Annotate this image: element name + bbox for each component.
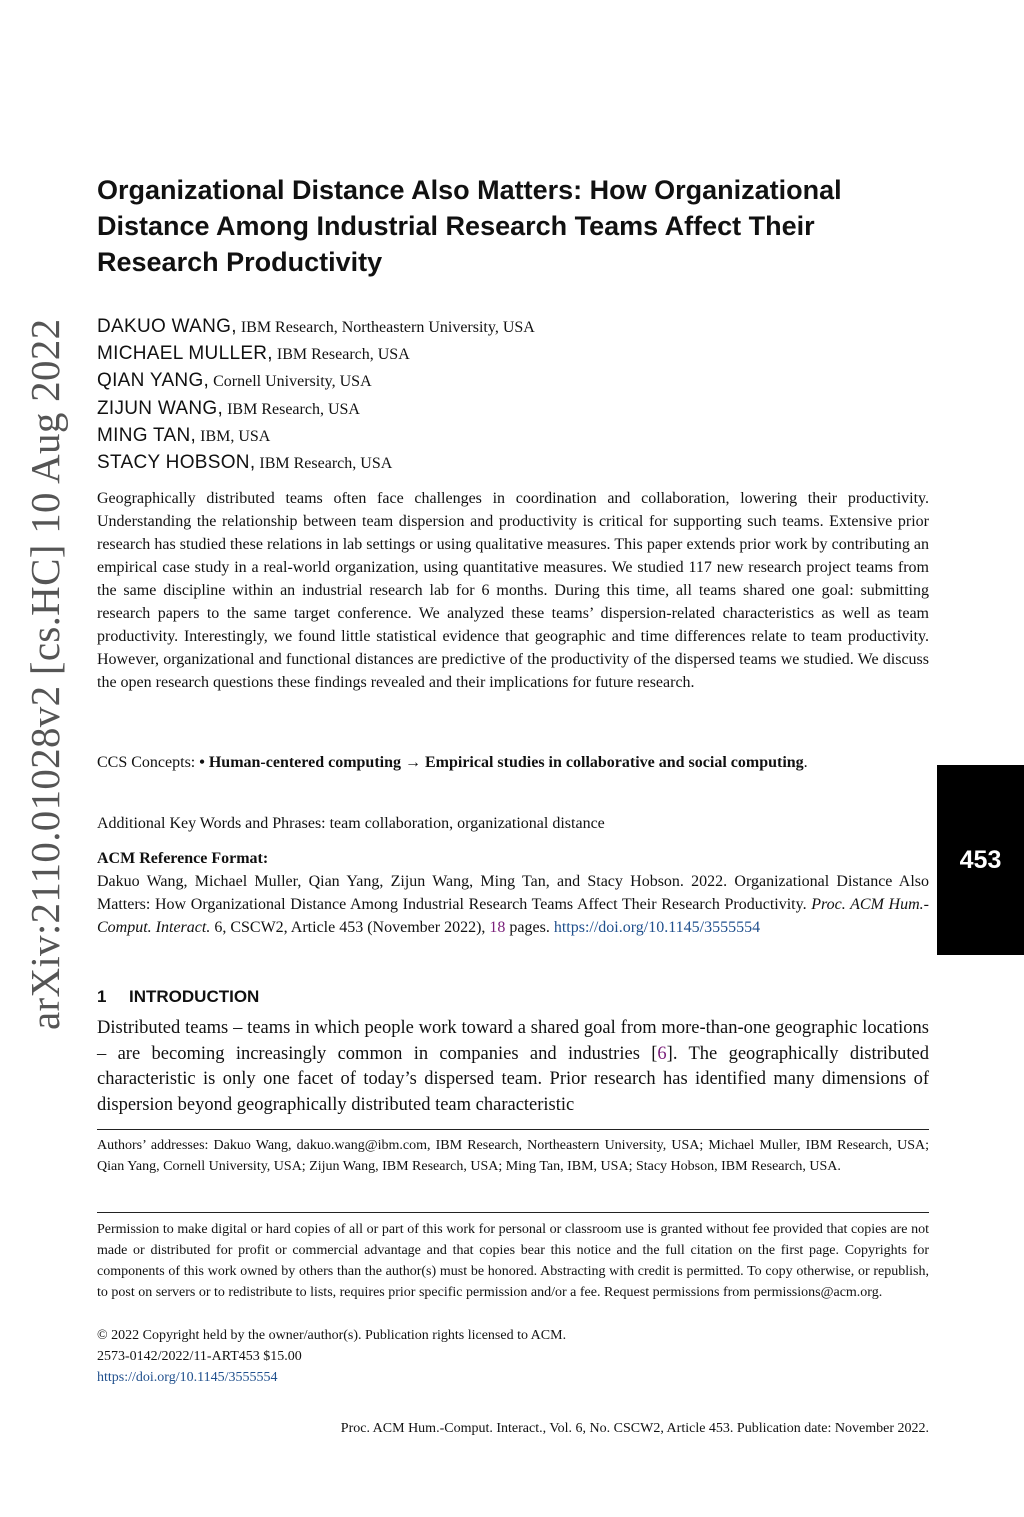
author-list [97,313,927,476]
author-affiliation: IBM, USA [196,427,271,445]
copyright-block [97,1325,929,1388]
reference-details: 6, CSCW2, Article 453 (November 2022), [210,919,490,936]
ccs-period: . [803,754,808,771]
ccs-concept-secondary: Empirical studies in collaborative and social computing [424,754,804,771]
author-name: MICHAEL MULLER, [97,343,273,365]
issn-line: 2573-0142/2022/11-ART453 $15.00 [97,1349,302,1364]
author-name: MING TAN, [97,424,197,446]
author-affiliation: IBM Research, Northeastern University, USA [236,319,535,336]
author-entry [97,367,927,394]
reference-journal: Proc. ACM Hum.-Comput. Interact. [97,896,929,936]
author-affiliation: IBM Research, USA [272,346,410,364]
doi-link[interactable]: https://doi.org/10.1145/3555554 [553,919,761,936]
section-title: INTRODUCTION [129,987,260,1006]
author-affiliation: IBM Research, USA [223,400,360,418]
section-number: 1 [97,987,107,1006]
author-affiliation: Cornell University, USA [209,373,372,391]
copyright-doi-link[interactable]: https://doi.org/10.1145/3555554 [97,1370,278,1385]
ccs-bullet: • [199,754,209,771]
article-number: 453 [959,845,1002,874]
reference-text: Dakuo Wang, Michael Muller, Qian Yang, Zijun Wang, Ming Tan, and Stacy Hobson. 2022. Organizational Distance Also Matters: How Organizational Distance Among Industrial Research Teams Affect Their Research Productivity. [97,873,929,913]
page-count-link[interactable]: 18 [489,919,506,936]
author-entry [97,449,927,476]
author-name: ZIJUN WANG, [97,397,224,419]
permission-notice: Permission to make digital or hard copies of all or part of this work for personal or classroom use is granted without fee provided that copies are not made or distributed for profit or commercial advantage and that copies bear this notice and the full citation on the first page. Copyrights for components of this work owned by others than the author(s) must be honored. Abstracting with credit is permitted. To copy otherwise, or republish, to post on servers or to redistribute to lists, requires prior specific permission and/or a fee. Request permissions from permissions@acm.org. [97,1222,929,1300]
acm-reference-heading: ACM Reference Format: [97,850,269,867]
author-name: QIAN YANG, [97,370,210,392]
page-footer: Proc. ACM Hum.-Comput. Interact., Vol. 6, No. CSCW2, Article 453. Publication date: November 2022. [340,1421,929,1436]
section-heading [97,985,929,1009]
paper-title: Organizational Distance Also Matters: How Organizational Distance Among Industrial Research Teams Affect Their Research Productivity [97,175,842,277]
intro-text-continued: ]. The geographically distributed characteristic is only one facet of today’s dispersed team. Prior research has identified many dimensions of dispersion beyond geographically distributed team characteristic [97,1043,929,1115]
ccs-concept-primary: Human-centered computing [208,754,401,771]
citation-link[interactable]: 6 [657,1043,667,1064]
ccs-arrow: → [400,754,425,771]
copyright-line: © 2022 Copyright held by the owner/author(s). Publication rights licensed to ACM. [97,1328,567,1343]
keywords: Additional Key Words and Phrases: team collaboration, organizational distance [97,815,605,832]
footnote-divider [97,1129,929,1130]
intro-text: Distributed teams – teams in which people work toward a shared goal from more-than-one geographic locations – are becoming increasingly common in companies and industries [ [97,1018,929,1064]
abstract: Geographically distributed teams often face challenges in coordination and collaboration, lowering their productivity. Understanding the relationship between team dispersion and productivity is critical for supporting such teams. Extensive prior research has studied these relations in lab settings or using qualitative measures. This paper extends prior work by contributing an empirical case study in a real-world organization, using quantitative measures. We studied 117 new research project teams from the same discipline within an industrial research lab for 6 months. During this time, all teams shared one goal: submitting research papers to the same target conference. We analyzed these teams’ dispersion-related characteristics as well as team productivity. Interestingly, we found little statistical evidence that geographic and time differences relate to team productivity. However, organizational and functional distances are predictive of the productivity of the dispersed teams we studied. We discuss the open research questions these findings revealed and their implications for future research. [97,490,929,691]
introduction-paragraph [97,1016,929,1118]
ccs-label: CCS Concepts: [97,754,200,771]
author-addresses: Authors’ addresses: Dakuo Wang, dakuo.wang@ibm.com, IBM Research, Northeastern University, USA; Michael Muller, IBM Research, USA; Qian Yang, Cornell University, USA; Zijun Wang, IBM Research, USA; Ming Tan, IBM, USA; Stacy Hobson, IBM Research, USA. [97,1138,929,1174]
arxiv-stamp: arXiv:2110.01028v2 [cs.HC] 10 Aug 2022 [22,318,68,1030]
permission-divider [97,1212,929,1213]
acm-reference-format [97,847,929,939]
author-name: STACY HOBSON, [97,451,256,473]
article-number-tab [937,765,1024,955]
author-entry [97,422,927,449]
ccs-concepts [97,751,929,774]
author-name: DAKUO WANG, [97,316,237,337]
author-entry [97,313,927,340]
reference-pages-label: pages. [505,919,554,936]
author-entry [97,340,927,367]
author-entry [97,395,927,422]
author-affiliation: IBM Research, USA [255,454,393,472]
